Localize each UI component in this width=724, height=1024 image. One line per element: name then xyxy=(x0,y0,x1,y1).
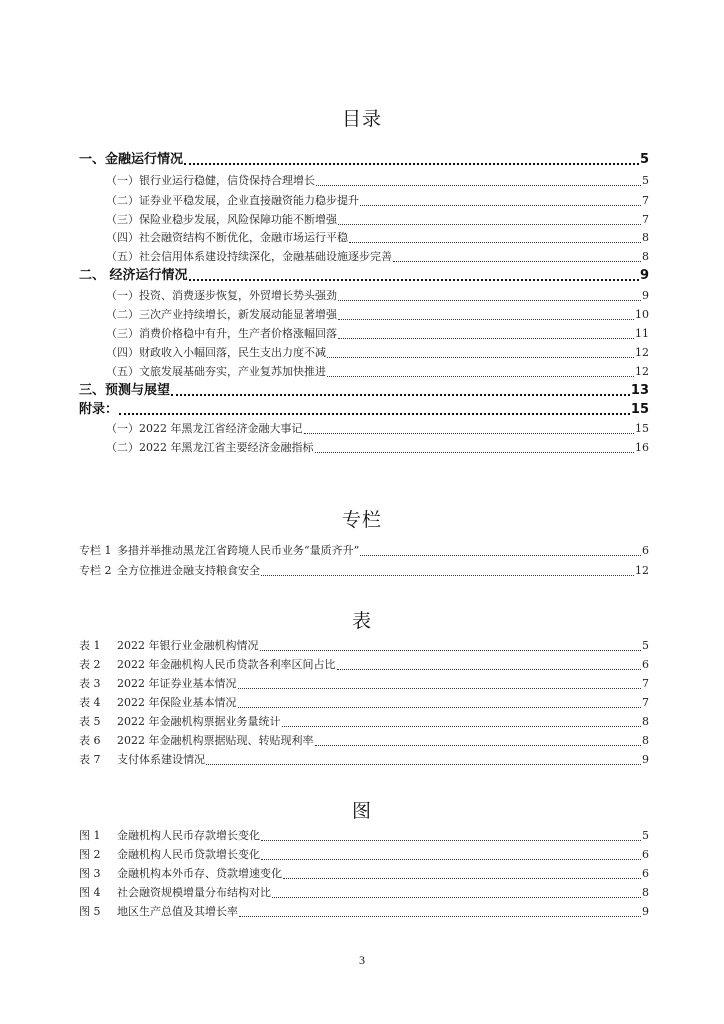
entry-text: 2022 年证券业基本情况 xyxy=(117,677,237,690)
entry-label: 图 2 xyxy=(79,848,101,861)
toc-section-entry[interactable] xyxy=(106,230,649,246)
entry-label: 表 5 xyxy=(79,715,101,728)
entry-page-number: 5 xyxy=(642,639,649,652)
toc-section-entry[interactable] xyxy=(106,307,649,323)
toc-section-entry[interactable] xyxy=(106,288,649,304)
table-entry[interactable] xyxy=(79,676,649,692)
table-entry[interactable] xyxy=(79,752,649,768)
entry-title xyxy=(79,904,238,920)
entry-page-number: 9 xyxy=(639,268,649,283)
entry-title: （二）证券业平稳发展，企业直接融资能力稳步提升 xyxy=(106,194,359,207)
entry-page-number: 8 xyxy=(642,250,649,263)
entry-text: 社会融资规模增量分布结构对比 xyxy=(117,886,271,899)
entry-page-number: 9 xyxy=(642,289,649,302)
dot-leader xyxy=(349,233,641,243)
toc-chapter-entry[interactable] xyxy=(79,383,649,399)
dot-leader xyxy=(261,850,641,860)
entry-page-number: 12 xyxy=(635,365,649,378)
figure-entry[interactable] xyxy=(79,904,649,920)
entry-title xyxy=(79,847,260,863)
column-entry[interactable] xyxy=(79,563,649,579)
toc-section-entry[interactable] xyxy=(106,173,649,189)
entry-label: 图 5 xyxy=(79,905,101,918)
entry-label: 表 7 xyxy=(79,753,101,766)
entry-label: 图 1 xyxy=(79,829,101,842)
entry-text: 金融机构人民币存款增长变化 xyxy=(117,829,260,842)
table-entry[interactable] xyxy=(79,714,649,730)
toc-section-entry[interactable] xyxy=(106,249,649,265)
toc-chapter-entry[interactable] xyxy=(79,268,649,284)
table-entry[interactable] xyxy=(79,638,649,654)
entry-title: 附录： xyxy=(79,402,119,417)
dot-leader xyxy=(239,907,641,917)
dot-leader xyxy=(189,270,639,281)
dot-leader xyxy=(393,252,641,262)
dot-leader xyxy=(206,755,641,765)
entry-title: （二）2022 年黑龙江省主要经济金融指标 xyxy=(106,441,314,454)
table-entry[interactable] xyxy=(79,695,649,711)
dot-leader xyxy=(338,215,641,225)
entry-label: 表 6 xyxy=(79,734,101,747)
entry-text: 金融机构本外币存、贷款增速变化 xyxy=(117,867,282,880)
entry-page-number: 12 xyxy=(635,564,649,577)
dot-leader xyxy=(338,291,641,301)
toc-section-entry[interactable] xyxy=(106,421,649,437)
entry-title: 一、金融运行情况 xyxy=(79,152,184,167)
entry-title: （五）社会信用体系建设持续深化，金融基础设施逐步完善 xyxy=(106,250,392,263)
toc-section-entry[interactable] xyxy=(106,212,649,228)
toc-chapter-entry[interactable] xyxy=(79,152,649,168)
dot-leader xyxy=(315,736,642,746)
entry-page-number: 6 xyxy=(642,848,649,861)
entry-page-number: 7 xyxy=(642,677,649,690)
entry-text: 金融机构人民币贷款增长变化 xyxy=(117,848,260,861)
dot-leader xyxy=(171,385,630,396)
figure-entry[interactable] xyxy=(79,866,649,882)
toc-section-entry[interactable] xyxy=(106,193,649,209)
entry-text: 2022 年金融机构票据贴现、转贴现利率 xyxy=(117,734,314,747)
entry-page-number: 15 xyxy=(635,422,649,435)
dot-leader xyxy=(316,176,641,186)
entry-label: 专栏 1 xyxy=(79,544,112,557)
entry-page-number: 11 xyxy=(635,327,649,340)
dot-leader xyxy=(360,196,641,206)
entry-text: 地区生产总值及其增长率 xyxy=(117,905,238,918)
entry-title xyxy=(79,563,260,579)
table-entry[interactable] xyxy=(79,657,649,673)
figure-entry[interactable] xyxy=(79,847,649,863)
entry-title: （二）三次产业持续增长，新发展动能显著增强 xyxy=(106,308,337,321)
entry-label: 图 3 xyxy=(79,867,101,880)
entry-page-number: 8 xyxy=(642,715,649,728)
entry-label: 表 2 xyxy=(79,658,101,671)
page-number: 3 xyxy=(359,953,365,967)
entry-page-number: 16 xyxy=(635,441,649,454)
entry-title xyxy=(79,733,314,749)
entry-title xyxy=(79,752,205,768)
entry-page-number: 13 xyxy=(630,383,649,398)
dot-leader xyxy=(327,367,634,377)
entry-page-number: 6 xyxy=(642,658,649,671)
entry-title: （五）文旅发展基础夯实，产业复苏加快推进 xyxy=(106,365,326,378)
dot-leader xyxy=(261,566,634,576)
entry-label: 表 4 xyxy=(79,696,101,709)
columns-title: 专栏 xyxy=(341,509,382,531)
entry-text: 多措并举推动黑龙江省跨境人民币业务“量质齐升” xyxy=(117,544,360,557)
entry-text: 2022 年银行业金融机构情况 xyxy=(117,639,259,652)
entry-page-number: 9 xyxy=(642,753,649,766)
entry-title: 二、 经济运行情况 xyxy=(79,268,188,283)
entry-title: （四）社会融资结构不断优化，金融市场运行平稳 xyxy=(106,231,348,244)
entry-title xyxy=(79,695,237,711)
toc-title: 目录 xyxy=(341,108,382,130)
toc-section-entry[interactable] xyxy=(106,326,649,342)
toc-section-entry[interactable] xyxy=(106,440,649,456)
figure-entry[interactable] xyxy=(79,828,649,844)
entry-label: 表 3 xyxy=(79,677,101,690)
dot-leader xyxy=(184,154,639,165)
dot-leader xyxy=(338,310,634,320)
dot-leader xyxy=(238,698,642,708)
entry-page-number: 5 xyxy=(642,174,649,187)
dot-leader xyxy=(238,679,642,689)
entry-text: 全方位推进金融支持粮食安全 xyxy=(117,564,260,577)
figure-entry[interactable] xyxy=(79,885,649,901)
dot-leader xyxy=(304,424,635,434)
entry-title: 三、预测与展望 xyxy=(79,383,171,398)
entry-page-number: 10 xyxy=(635,308,649,321)
dot-leader xyxy=(360,546,641,556)
dot-leader xyxy=(283,869,641,879)
entry-title xyxy=(79,866,282,882)
dot-leader xyxy=(272,888,641,898)
entry-page-number: 6 xyxy=(642,544,649,557)
entry-page-number: 8 xyxy=(642,231,649,244)
entry-title xyxy=(79,676,237,692)
entry-title xyxy=(79,543,359,559)
entry-title xyxy=(79,885,271,901)
dot-leader xyxy=(260,641,642,651)
toc-section-entry[interactable] xyxy=(106,345,649,361)
entry-title xyxy=(79,638,259,654)
figures-title: 图 xyxy=(351,800,372,822)
dot-leader xyxy=(327,348,634,358)
entry-page-number: 5 xyxy=(639,152,649,167)
entry-page-number: 9 xyxy=(642,905,649,918)
entry-text: 2022 年保险业基本情况 xyxy=(117,696,237,709)
entry-page-number: 8 xyxy=(642,886,649,899)
entry-page-number: 7 xyxy=(642,194,649,207)
entry-page-number: 7 xyxy=(642,696,649,709)
entry-title: （一）2022 年黑龙江省经济金融大事记 xyxy=(106,422,303,435)
entry-label: 专栏 2 xyxy=(79,564,112,577)
dot-leader xyxy=(337,660,642,670)
dot-leader xyxy=(338,329,634,339)
entry-page-number: 7 xyxy=(642,213,649,226)
dot-leader xyxy=(282,717,642,727)
dot-leader xyxy=(261,831,641,841)
entry-title: （四）财政收入小幅回落，民生支出力度不减 xyxy=(106,346,326,359)
toc-section-entry[interactable] xyxy=(106,364,649,380)
entry-page-number: 5 xyxy=(642,829,649,842)
entry-page-number: 12 xyxy=(635,346,649,359)
column-entry[interactable] xyxy=(79,543,649,559)
entry-title xyxy=(79,828,260,844)
tables-title: 表 xyxy=(351,610,372,632)
entry-page-number: 8 xyxy=(642,734,649,747)
entry-title: （三）保险业稳步发展，风险保障功能不断增强 xyxy=(106,213,337,226)
entry-title: （一）银行业运行稳健，信贷保持合理增长 xyxy=(106,174,315,187)
entry-title xyxy=(79,714,281,730)
entry-title xyxy=(79,657,336,673)
entry-page-number: 15 xyxy=(630,402,649,417)
entry-label: 表 1 xyxy=(79,639,101,652)
toc-chapter-entry[interactable] xyxy=(79,402,649,418)
entry-text: 2022 年金融机构票据业务量统计 xyxy=(117,715,281,728)
entry-text: 2022 年金融机构人民币贷款各利率区间占比 xyxy=(117,658,336,671)
dot-leader xyxy=(315,443,635,453)
entry-title: （一）投资、消费逐步恢复，外贸增长势头强劲 xyxy=(106,289,337,302)
entry-title: （三）消费价格稳中有升，生产者价格涨幅回落 xyxy=(106,327,337,340)
table-entry[interactable] xyxy=(79,733,649,749)
entry-text: 支付体系建设情况 xyxy=(117,753,205,766)
entry-label: 图 4 xyxy=(79,886,101,899)
entry-page-number: 6 xyxy=(642,867,649,880)
dot-leader xyxy=(119,404,630,415)
